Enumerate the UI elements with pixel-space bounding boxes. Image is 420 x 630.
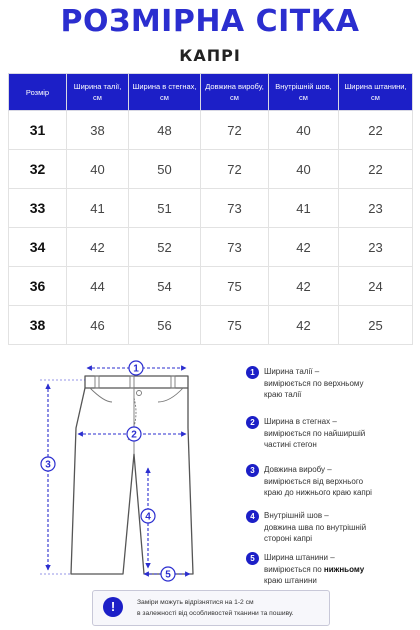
legend-line: вимірюється по найширшій	[264, 428, 366, 438]
marker-1	[129, 361, 143, 375]
legend-title: Довжина виробу –	[264, 465, 332, 474]
marker-2	[127, 427, 141, 441]
cell-hips: 56	[129, 306, 201, 345]
svg-text:4: 4	[145, 511, 151, 523]
cell-waist: 40	[67, 150, 129, 189]
capri-diagram	[30, 358, 215, 590]
svg-text:5: 5	[165, 569, 171, 581]
cell-length: 72	[201, 111, 269, 150]
cell-inseam: 41	[269, 189, 339, 228]
cell-waist: 44	[67, 267, 129, 306]
cell-length: 75	[201, 306, 269, 345]
cell-leg-width: 25	[339, 306, 413, 345]
legend-number: 1	[246, 366, 259, 379]
table-row	[9, 111, 413, 150]
legend-line: краю талії	[264, 390, 302, 399]
legend-line: вимірюється по нижньому	[264, 564, 365, 574]
header-hips: Ширина в стегнах, см	[129, 74, 201, 111]
table-row	[9, 267, 413, 306]
page-title: РОЗМІРНА СІТКА	[60, 4, 360, 39]
legend-number: 5	[246, 552, 259, 565]
pants-outline	[71, 376, 193, 574]
cell-hips: 48	[129, 111, 201, 150]
cell-waist: 38	[67, 111, 129, 150]
note-line: в залежності від особливостей тканини та пошиву.	[137, 610, 294, 617]
legend-number: 4	[246, 510, 259, 523]
cell-size: 34	[9, 228, 67, 267]
cell-hips: 54	[129, 267, 201, 306]
marker-3	[41, 457, 55, 471]
legend-line: краю штанини	[264, 576, 317, 585]
guide-lines	[40, 380, 85, 574]
legend-emphasis: нижньому	[323, 564, 365, 574]
marker-4	[141, 509, 155, 523]
size-table	[8, 73, 413, 345]
legend-line: вимірюється по верхньому	[264, 378, 364, 388]
exclamation-icon: !	[103, 597, 123, 617]
legend-number: 2	[246, 416, 259, 429]
cell-size: 33	[9, 189, 67, 228]
cell-size: 32	[9, 150, 67, 189]
page-subtitle: КАПРІ	[179, 46, 241, 65]
cell-leg-width: 22	[339, 150, 413, 189]
cell-hips: 50	[129, 150, 201, 189]
cell-inseam: 42	[269, 267, 339, 306]
cell-length: 73	[201, 228, 269, 267]
cell-inseam: 42	[269, 228, 339, 267]
cell-size: 38	[9, 306, 67, 345]
header-waist: Ширина талії, см	[67, 74, 129, 111]
table-row	[9, 228, 413, 267]
legend-number: 3	[246, 464, 259, 477]
cell-size: 36	[9, 267, 67, 306]
legend-title: Внутрішній шов –	[264, 511, 329, 520]
cell-inseam: 40	[269, 111, 339, 150]
cell-leg-width: 22	[339, 111, 413, 150]
cell-inseam: 42	[269, 306, 339, 345]
legend-line: краю до нижнього краю капрі	[264, 488, 372, 497]
legend-line: частині стегон	[264, 440, 317, 449]
legend-line: довжина шва по внутрішній	[264, 522, 367, 532]
note-line: Заміри можуть відрізнятися на 1-2 см	[137, 599, 254, 606]
header-length: Довжина виробу, см	[201, 74, 269, 111]
cell-waist: 46	[67, 306, 129, 345]
legend-title: Ширина в стегнах –	[264, 417, 337, 426]
cell-waist: 41	[67, 189, 129, 228]
cell-waist: 42	[67, 228, 129, 267]
cell-hips: 51	[129, 189, 201, 228]
header-leg-width: Ширина штанини, см	[339, 74, 413, 111]
table-row	[9, 189, 413, 228]
table-header-row	[9, 74, 413, 111]
header-inseam: Внутрішній шов, см	[269, 74, 339, 111]
cell-leg-width: 23	[339, 189, 413, 228]
header-size: Розмір	[9, 74, 67, 111]
legend-line: стороні капрі	[264, 534, 313, 543]
table-row	[9, 306, 413, 345]
marker-5	[161, 567, 175, 581]
svg-text:1: 1	[133, 363, 139, 375]
cell-leg-width: 24	[339, 267, 413, 306]
svg-text:3: 3	[45, 459, 51, 471]
cell-length: 72	[201, 150, 269, 189]
cell-leg-width: 23	[339, 228, 413, 267]
legend-title: Ширина талії –	[264, 367, 320, 376]
table-row	[9, 150, 413, 189]
cell-hips: 52	[129, 228, 201, 267]
legend-line: вимірюється від верхнього	[264, 476, 364, 486]
svg-text:2: 2	[131, 429, 137, 441]
cell-size: 31	[9, 111, 67, 150]
cell-length: 73	[201, 189, 269, 228]
legend-title: Ширина штанини –	[264, 553, 335, 562]
measurement-note	[92, 590, 330, 626]
cell-inseam: 40	[269, 150, 339, 189]
cell-length: 75	[201, 267, 269, 306]
